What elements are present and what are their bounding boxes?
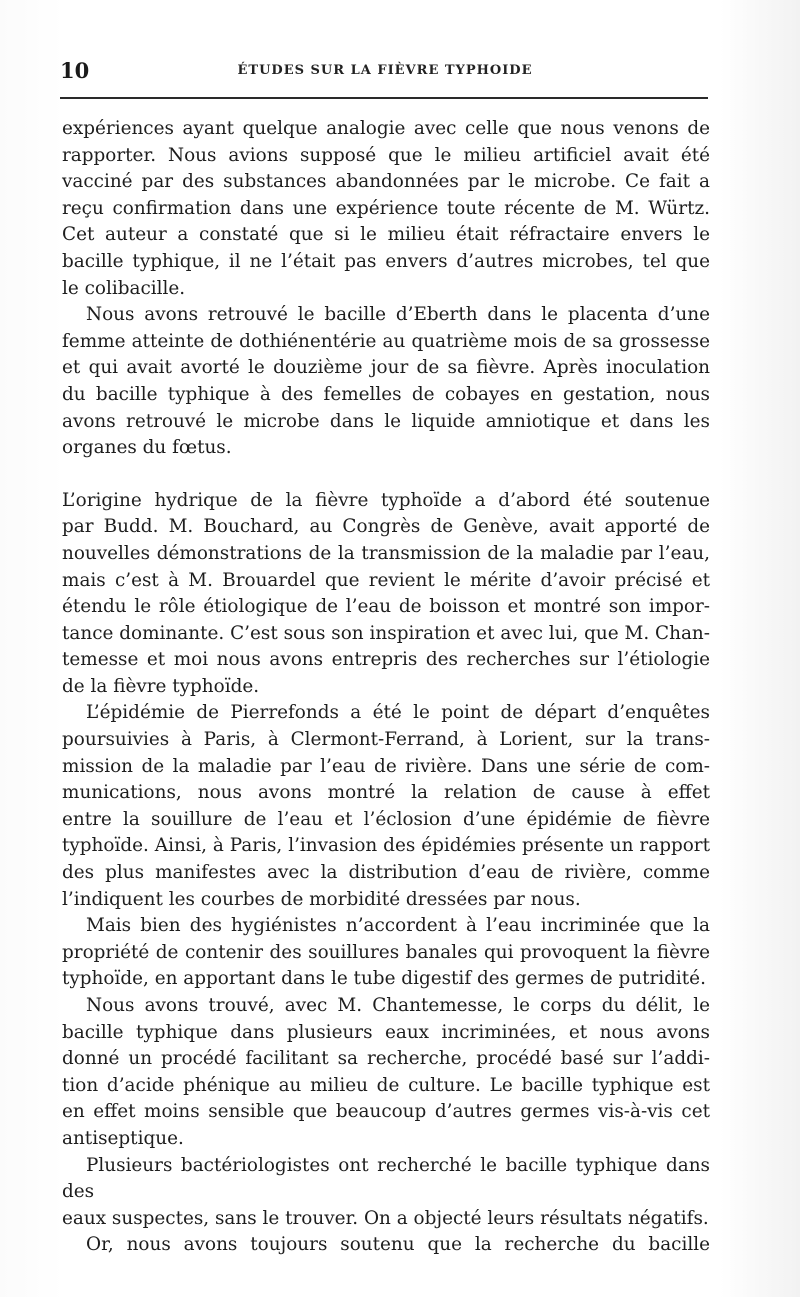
- text-line: bacille typhique, il ne l’était pas envers d’autres microbes, tel que: [62, 250, 710, 272]
- text-line: expériences ayant quelque analogie avec celle que nous venons de: [62, 118, 710, 139]
- body-text: [62, 116, 710, 1259]
- text-line: Or, nous avons toujours soutenu que la recherche du bacille: [86, 1234, 710, 1256]
- text-line: donné un procédé facilitant sa recherche, procédé basé sur l’addi-: [62, 1048, 710, 1070]
- text-line: l’indiquent les courbes de morbidité dressées par nous.: [62, 888, 581, 910]
- text-line: L’origine hydrique de la fièvre typhoïde a d’abord été soutenue: [62, 489, 710, 511]
- page-number: 10: [60, 58, 90, 83]
- text-line: organes du fœtus.: [62, 437, 232, 459]
- text-line: vacciné par des substances abandonnées par le microbe. Ce fait a: [62, 171, 710, 193]
- text-line: nouvelles démonstrations de la transmission de la maladie par l’eau,: [62, 542, 710, 564]
- text-line: mission de la maladie par l’eau de rivière. Dans une série de com-: [62, 755, 710, 777]
- text-line: tion d’acide phénique au milieu de culture. Le bacille typhique est: [62, 1074, 710, 1096]
- text-line: typhoïde, en apportant dans le tube digestif des germes de putridité.: [62, 968, 706, 990]
- page-header: [60, 58, 710, 84]
- text-line: Nous avons retrouvé le bacille d’Eberth dans le placenta d’une: [86, 304, 710, 326]
- text-line: propriété de contenir des souillures banales qui provoquent la fièvre: [62, 941, 710, 963]
- text-line: de la fièvre typhoïde.: [62, 675, 260, 697]
- text-line: temesse et moi nous avons entrepris des recherches sur l’étiologie: [62, 649, 710, 671]
- text-line: et qui avait avorté le douzième jour de sa fièvre. Après inoculation: [62, 357, 710, 379]
- text-line: poursuivies à Paris, à Clermont-Ferrand, à Lorient, sur la trans-: [62, 729, 710, 751]
- text-line: Cet auteur a constaté que si le milieu était réfractaire envers le: [62, 224, 710, 246]
- header-rule: [60, 97, 708, 99]
- text-line: avons retrouvé le microbe dans le liquide amniotique et dans les: [62, 410, 710, 432]
- text-line: tance dominante. C’est sous son inspiration et avec lui, que M. Chan-: [62, 622, 710, 644]
- text-line: du bacille typhique à des femelles de cobayes en gestation, nous: [62, 383, 710, 405]
- text-line: le colibacille.: [62, 277, 186, 299]
- text-line: rapporter. Nous avions supposé que le milieu artificiel avait été: [62, 144, 710, 166]
- text-line: des plus manifestes avec la distribution d’eau de rivière, comme: [62, 862, 710, 884]
- text-line: Plusieurs bactériologistes ont recherché le bacille typhique dans des: [62, 1154, 710, 1203]
- text-line: Nous avons trouvé, avec M. Chantemesse, le corps du délit, le: [86, 995, 710, 1016]
- text-line: typhoïde. Ainsi, à Paris, l’invasion des épidémies présente un rapport: [62, 835, 710, 857]
- running-title: ÉTUDES SUR LA FIÈVRE TYPHOIDE: [237, 63, 533, 78]
- text-line: bacille typhique dans plusieurs eaux incriminées, et nous avons: [62, 1021, 710, 1043]
- text-line: en effet moins sensible que beaucoup d’autres germes vis-à-vis cet: [62, 1101, 710, 1123]
- text-line: eaux suspectes, sans le trouver. On a objecté leurs résultats négatifs.: [62, 1207, 709, 1229]
- text-line: étendu le rôle étiologique de l’eau de boisson et montré son impor-: [62, 596, 710, 618]
- text-line: Mais bien des hygiénistes n’accordent à l’eau incriminée que la: [86, 915, 710, 937]
- text-line: antiseptique.: [62, 1127, 184, 1149]
- text-line: reçu confirmation dans une expérience toute récente de M. Würtz.: [62, 197, 710, 219]
- text-line: entre la souillure de l’eau et l’éclosion d’une épidémie de fièvre: [62, 808, 710, 830]
- text-line: femme atteinte de dothiénentérie au quatrième mois de sa grossesse: [62, 330, 710, 352]
- text-line: par Budd. M. Bouchard, au Congrès de Genève, avait apporté de: [62, 516, 710, 538]
- text-line: mais c’est à M. Brouardel que revient le mérite d’avoir précisé et: [62, 569, 710, 591]
- text-line: L’épidémie de Pierrefonds a été le point de départ d’enquêtes: [86, 702, 710, 724]
- text-line: munications, nous avons montré la relation de cause à effet: [62, 782, 710, 804]
